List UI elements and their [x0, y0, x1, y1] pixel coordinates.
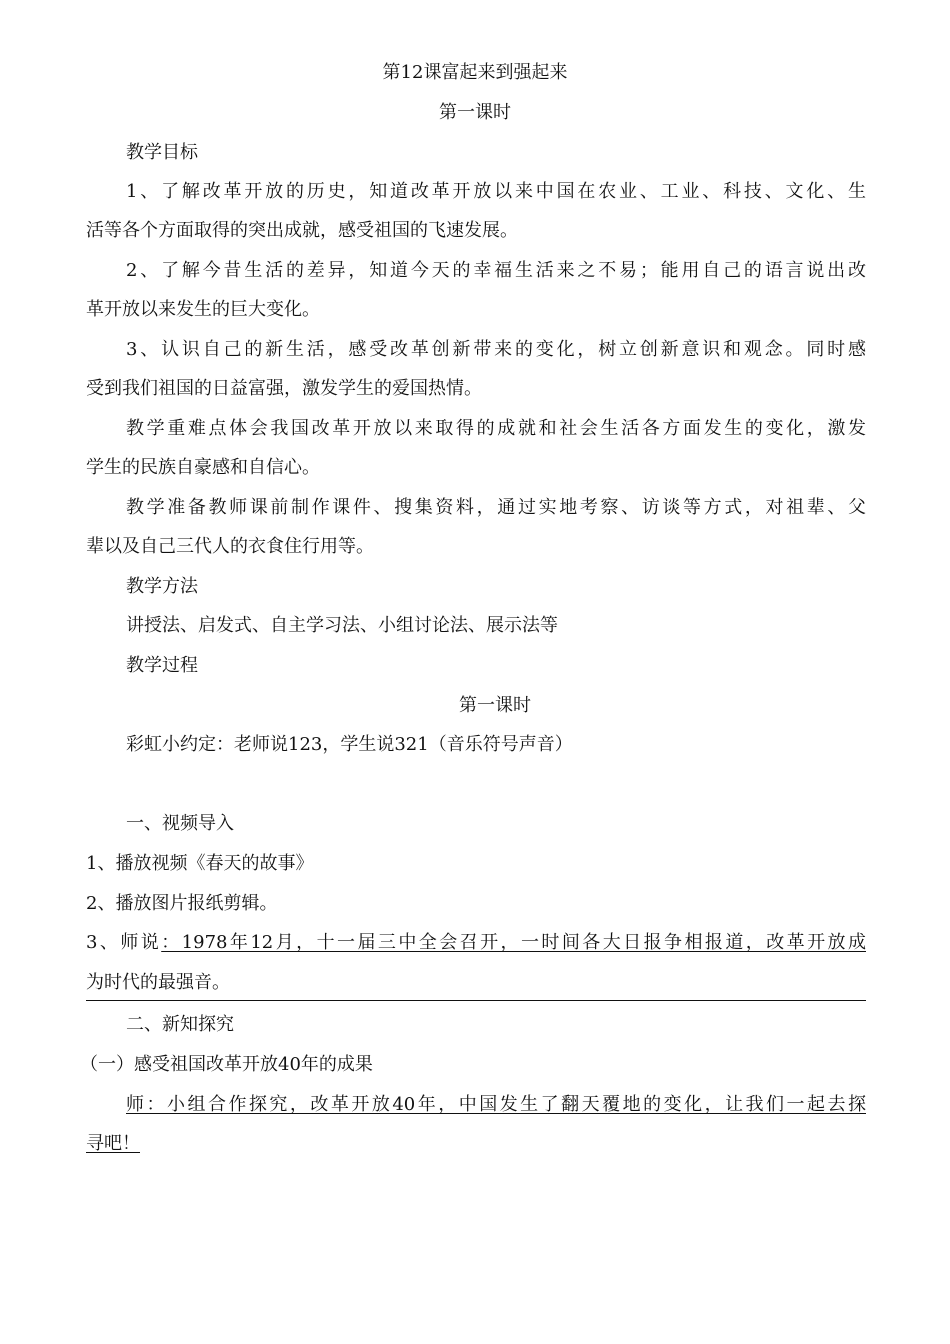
objective-1-line-1: 1、了解改革开放的历史，知道改革开放以来中国在农业、工业、科技、文化、生	[126, 181, 866, 202]
teacher-line-2: 寻吧！	[86, 1133, 140, 1154]
rainbow-agreement: 彩虹小约定：老师说123，学生说321（音乐符号声音）	[126, 734, 573, 755]
methods-heading: 教学方法	[126, 576, 198, 597]
document-title: 第12课富起来到强起来	[382, 62, 568, 83]
step-2: 2、播放图片报纸剪辑。	[86, 893, 278, 914]
teacher-line-1: 师：小组合作探究，改革开放40年，中国发生了翻天覆地的变化，让我们一起去探	[126, 1094, 866, 1115]
keypoints-line-2: 学生的民族自豪感和自信心。	[86, 457, 320, 478]
preparation-line-1: 教学准备教师课前制作课件、搜集资料，通过实地考察、访谈等方式，对祖辈、父	[126, 497, 866, 518]
step-1: 1、播放视频《春天的故事》	[86, 853, 314, 874]
document-subtitle: 第一课时	[439, 102, 511, 123]
objective-2-line-1: 2、了解今昔生活的差异，知道今天的幸福生活来之不易；能用自己的语言说出改	[126, 260, 866, 281]
keypoints-line-1: 教学重难点体会我国改革开放以来取得的成就和社会生活各方面发生的变化，激发	[126, 418, 866, 439]
subsection-1-heading: （一）感受祖国改革开放40年的成果	[80, 1054, 373, 1075]
horizontal-rule	[86, 1000, 866, 1001]
objective-3-line-1: 3、认识自己的新生活，感受改革创新带来的变化，树立创新意识和观念。同时感	[126, 339, 866, 360]
objectives-heading: 教学目标	[126, 142, 198, 163]
section-1-heading: 一、视频导入	[126, 813, 234, 834]
objective-2-line-2: 革开放以来发生的巨大变化。	[86, 299, 320, 320]
preparation-line-2: 辈以及自己三代人的衣食住行用等。	[86, 536, 374, 557]
objective-1-line-2: 活等各个方面取得的突出成就，感受祖国的飞速发展。	[86, 220, 518, 241]
methods-text: 讲授法、启发式、自主学习法、小组讨论法、展示法等	[126, 615, 558, 636]
step-3-line-1	[86, 931, 866, 955]
section-2-heading: 二、新知探究	[126, 1014, 234, 1035]
step-3-line-2: 为时代的最强音。	[86, 972, 230, 993]
process-subtitle: 第一课时	[459, 695, 531, 716]
objective-3-line-2: 受到我们祖国的日益富强，激发学生的爱国热情。	[86, 378, 482, 399]
step-3-prefix: 3、师说	[86, 932, 162, 953]
step-3-underlined-text: ：1978年12月，十一届三中全会召开，一时间各大日报争相报道，改革开放成	[161, 932, 866, 953]
process-heading: 教学过程	[126, 655, 198, 676]
